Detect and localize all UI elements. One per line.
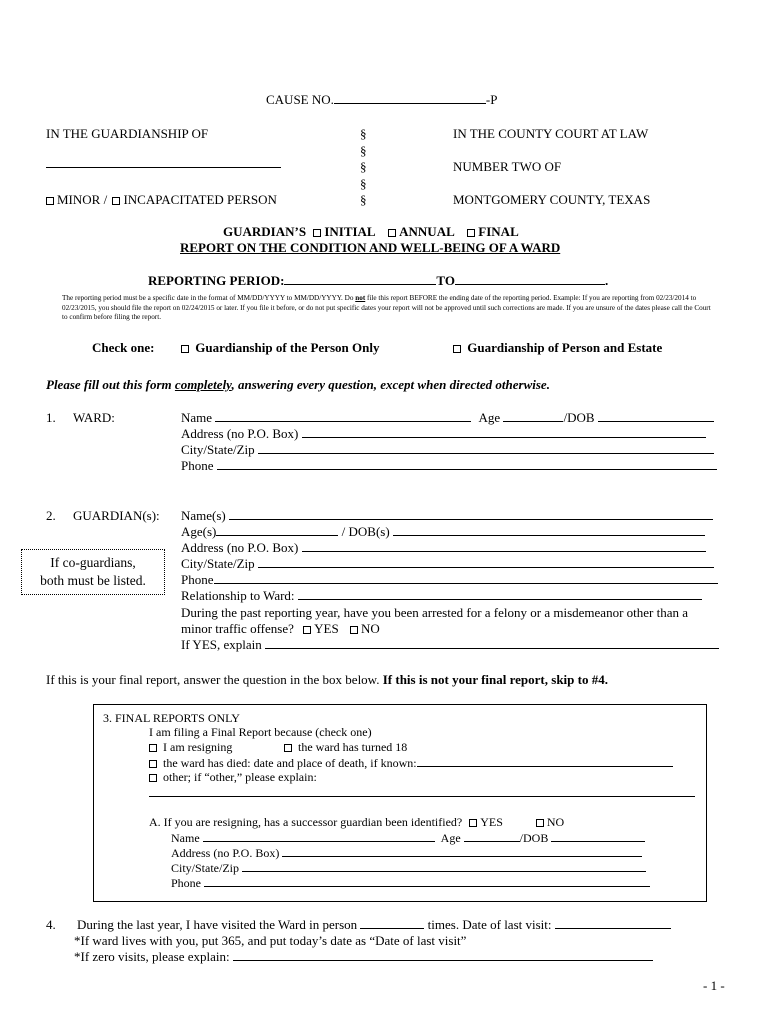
period-to-label: TO bbox=[436, 273, 455, 288]
period-dot: . bbox=[604, 273, 609, 288]
annual-checkbox[interactable] bbox=[388, 229, 396, 237]
cause-number bbox=[266, 92, 497, 108]
arrest-answer-row bbox=[181, 621, 380, 637]
successor-phone-field[interactable] bbox=[204, 875, 650, 887]
guardianship-of: IN THE GUARDIANSHIP OF bbox=[46, 126, 209, 141]
arrest-explain-field[interactable] bbox=[265, 637, 719, 649]
reporting-period bbox=[148, 273, 608, 289]
cause-number-field[interactable] bbox=[334, 92, 486, 104]
arrest-yes-label: YES bbox=[314, 621, 339, 636]
minor-label: MINOR / bbox=[57, 192, 108, 207]
died-label: the ward has died: date and place of death, if known: bbox=[163, 756, 417, 770]
ward-name-label: Name bbox=[181, 410, 213, 425]
guardian-phone-row bbox=[181, 572, 718, 588]
ward-type-options bbox=[46, 192, 277, 208]
initial-checkbox[interactable] bbox=[313, 229, 321, 237]
section-symbols bbox=[360, 126, 367, 209]
initial-label: INITIAL bbox=[324, 224, 375, 239]
person-estate-label: Guardianship of Person and Estate bbox=[467, 340, 663, 355]
report-subtitle: REPORT ON THE CONDITION AND WELL-BEING OF A WARD bbox=[180, 240, 561, 255]
successor-phone-label: Phone bbox=[171, 876, 201, 890]
guardian-dobs-label: / DOB(s) bbox=[341, 524, 390, 539]
note-not: not bbox=[355, 294, 366, 302]
arrest-question: During the past reporting year, have you been arrested for a felony or a misdemeanor other than a bbox=[181, 605, 689, 620]
arrest-yes-checkbox[interactable] bbox=[303, 626, 311, 634]
guardian-ages-field[interactable] bbox=[216, 524, 338, 536]
cause-suffix: -P bbox=[485, 92, 498, 107]
successor-city-field[interactable] bbox=[242, 860, 646, 872]
ward-address-label: Address (no P.O. Box) bbox=[181, 426, 299, 441]
guardian-label: GUARDIAN(s): bbox=[73, 508, 160, 523]
court-line-2: NUMBER TWO OF bbox=[453, 159, 562, 174]
instruction bbox=[46, 377, 550, 393]
guardian-number: 2. bbox=[46, 508, 56, 523]
final-reason-other bbox=[149, 770, 317, 785]
zero-visits-field[interactable] bbox=[233, 949, 653, 961]
section-symbol: § bbox=[360, 192, 367, 207]
guardian-city-row bbox=[181, 556, 714, 572]
note-text-1: The reporting period must be a specific date in the format of MM/DD/YYYY to MM/DD/YYYY. Do bbox=[62, 294, 356, 302]
final-checkbox[interactable] bbox=[467, 229, 475, 237]
successor-yes-label: YES bbox=[480, 815, 503, 829]
period-end-field[interactable] bbox=[455, 273, 605, 285]
instruction-emphasis: completely bbox=[174, 377, 232, 392]
check-one-label: Check one: bbox=[92, 340, 155, 355]
annual-label: ANNUAL bbox=[399, 224, 455, 239]
visits-row-1 bbox=[77, 917, 671, 933]
final-reason-row-1 bbox=[149, 740, 232, 755]
incapacitated-label: INCAPACITATED PERSON bbox=[123, 192, 277, 207]
resigning-label: I am resigning bbox=[163, 740, 233, 754]
turned18-checkbox[interactable] bbox=[284, 744, 292, 752]
successor-name-field[interactable] bbox=[203, 830, 435, 842]
successor-age-label: Age bbox=[440, 831, 461, 845]
option-person-estate bbox=[453, 340, 662, 356]
co-guardians-line-1: If co-guardians, bbox=[50, 555, 136, 570]
successor-address-field[interactable] bbox=[282, 845, 642, 857]
visits-label: During the last year, I have visited the Ward in person bbox=[77, 917, 358, 932]
guardian-relationship-field[interactable] bbox=[298, 588, 702, 600]
court-line-3: MONTGOMERY COUNTY, TEXAS bbox=[453, 192, 651, 207]
arrest-question-end: minor traffic offense? bbox=[181, 621, 294, 636]
page-number: - 1 - bbox=[703, 978, 725, 993]
section-symbol: § bbox=[360, 142, 367, 158]
person-only-label: Guardianship of the Person Only bbox=[195, 340, 380, 355]
died-checkbox[interactable] bbox=[149, 760, 157, 768]
instruction-text-2: , answering every question, except when directed otherwise. bbox=[231, 377, 550, 392]
guardian-address-field[interactable] bbox=[302, 540, 706, 552]
final-reports-heading: 3. FINAL REPORTS ONLY bbox=[103, 711, 240, 725]
other-checkbox[interactable] bbox=[149, 774, 157, 782]
option-person-only bbox=[181, 340, 379, 356]
arrest-explain-row bbox=[181, 637, 719, 653]
visits-note-365: *If ward lives with you, put 365, and put today’s date as “Date of last visit” bbox=[74, 933, 467, 948]
reporting-note bbox=[62, 294, 712, 323]
guardian-ages-label: Age(s) bbox=[181, 524, 217, 539]
guardian-phone-field[interactable] bbox=[214, 572, 718, 584]
last-visit-field[interactable] bbox=[555, 917, 671, 929]
ward-phone-row bbox=[181, 458, 717, 474]
successor-dob-field[interactable] bbox=[551, 830, 645, 842]
successor-address-label: Address (no P.O. Box) bbox=[171, 846, 280, 860]
period-start-field[interactable] bbox=[284, 273, 436, 285]
ward-phone-field[interactable] bbox=[217, 458, 717, 470]
guardians-label: GUARDIAN’S bbox=[223, 224, 307, 239]
ward-city-label: City/State/Zip bbox=[181, 442, 255, 457]
final-intro-skip: If this is not your final report, skip to #4. bbox=[382, 672, 608, 687]
person-only-checkbox[interactable] bbox=[181, 345, 189, 353]
successor-question-text: A. If you are resigning, has a successor guardian been identified? bbox=[149, 815, 463, 829]
other-label: other; if “other,” please explain: bbox=[163, 770, 317, 784]
guardian-address-label: Address (no P.O. Box) bbox=[181, 540, 299, 555]
ward-age-label: Age bbox=[478, 410, 501, 425]
successor-age-field[interactable] bbox=[464, 830, 520, 842]
zero-visits-label: *If zero visits, please explain: bbox=[74, 949, 230, 964]
successor-question bbox=[149, 815, 564, 830]
arrest-explain-label: If YES, explain bbox=[181, 637, 262, 652]
guardian-names-label: Name(s) bbox=[181, 508, 226, 523]
ward-address-field[interactable] bbox=[302, 426, 706, 438]
ward-city-row bbox=[181, 442, 714, 458]
guardian-relationship-row bbox=[181, 588, 702, 604]
ward-name-row bbox=[181, 410, 714, 426]
court-line-1: IN THE COUNTY COURT AT LAW bbox=[453, 126, 649, 141]
incapacitated-checkbox[interactable] bbox=[112, 197, 120, 205]
final-reports-filing: I am filing a Final Report because (check one) bbox=[149, 725, 372, 739]
report-type-line bbox=[223, 224, 519, 240]
person-estate-checkbox[interactable] bbox=[453, 345, 461, 353]
guardian-names-row bbox=[181, 508, 713, 524]
successor-no-label: NO bbox=[546, 815, 565, 829]
ward-dob-field[interactable] bbox=[598, 410, 714, 422]
ward-dob-label: /DOB bbox=[563, 410, 595, 425]
final-reason-turned18 bbox=[284, 740, 407, 755]
ward-city-field[interactable] bbox=[258, 442, 714, 454]
ward-name-header-field[interactable] bbox=[46, 167, 281, 168]
guardian-city-label: City/State/Zip bbox=[181, 556, 255, 571]
final-label: FINAL bbox=[478, 224, 519, 239]
guardian-names-field[interactable] bbox=[229, 508, 713, 520]
successor-dob-label: /DOB bbox=[519, 831, 549, 845]
ward-phone-label: Phone bbox=[181, 458, 214, 473]
ward-number: 1. bbox=[46, 410, 56, 425]
successor-city-row bbox=[171, 860, 646, 876]
section-symbol: § bbox=[360, 126, 367, 141]
ward-label: WARD: bbox=[73, 410, 115, 425]
final-intro bbox=[46, 672, 608, 688]
died-field[interactable] bbox=[417, 755, 673, 767]
ward-address-row bbox=[181, 426, 706, 442]
cause-label: CAUSE NO. bbox=[266, 92, 334, 107]
guardian-city-field[interactable] bbox=[258, 556, 714, 568]
minor-checkbox[interactable] bbox=[46, 197, 54, 205]
turned18-label: the ward has turned 18 bbox=[298, 740, 408, 754]
arrest-no-label: NO bbox=[360, 621, 380, 636]
arrest-no-checkbox[interactable] bbox=[350, 626, 358, 634]
successor-address-row bbox=[171, 845, 642, 861]
section-symbol: § bbox=[360, 159, 367, 174]
resigning-checkbox[interactable] bbox=[149, 744, 157, 752]
co-guardians-note bbox=[21, 549, 165, 595]
last-visit-label: times. Date of last visit: bbox=[427, 917, 552, 932]
visits-zero-row bbox=[74, 949, 653, 965]
ward-name-field[interactable] bbox=[215, 410, 471, 422]
note-text-2: file this report BEFORE the ending date of the reporting period. Example: If you are reporting from 02/23/2014 to 02/23/2015, you should file the report on 02/24/2015 or later. If you file it before, or do not put specific dates your report will not be approved until such corrections are made. If you are unsure of the dates please call the Court to confirm before filing the report. bbox=[62, 294, 711, 321]
instruction-text-1: Please fill out this form bbox=[46, 377, 175, 392]
guardian-phone-label: Phone bbox=[181, 572, 214, 587]
successor-yes-checkbox[interactable] bbox=[469, 819, 477, 827]
ward-age-field[interactable] bbox=[503, 410, 563, 422]
successor-city-label: City/State/Zip bbox=[171, 861, 239, 875]
guardian-relationship-label: Relationship to Ward: bbox=[181, 588, 295, 603]
successor-no-checkbox[interactable] bbox=[536, 819, 544, 827]
successor-name-label: Name bbox=[171, 831, 200, 845]
other-explain-field[interactable] bbox=[149, 796, 695, 797]
guardian-ages-row bbox=[181, 524, 705, 540]
successor-phone-row bbox=[171, 875, 650, 891]
reporting-period-label: REPORTING PERIOD: bbox=[148, 273, 285, 288]
successor-name-row bbox=[171, 830, 645, 846]
final-reason-died bbox=[149, 755, 673, 771]
co-guardians-line-2: both must be listed. bbox=[40, 573, 146, 588]
section-symbol: § bbox=[360, 175, 367, 191]
visits-count-field[interactable] bbox=[360, 917, 424, 929]
guardian-dobs-field[interactable] bbox=[393, 524, 705, 536]
visits-number: 4. bbox=[46, 917, 56, 932]
final-intro-text: If this is your final report, answer the question in the box below. bbox=[46, 672, 380, 687]
guardian-address-row bbox=[181, 540, 706, 556]
